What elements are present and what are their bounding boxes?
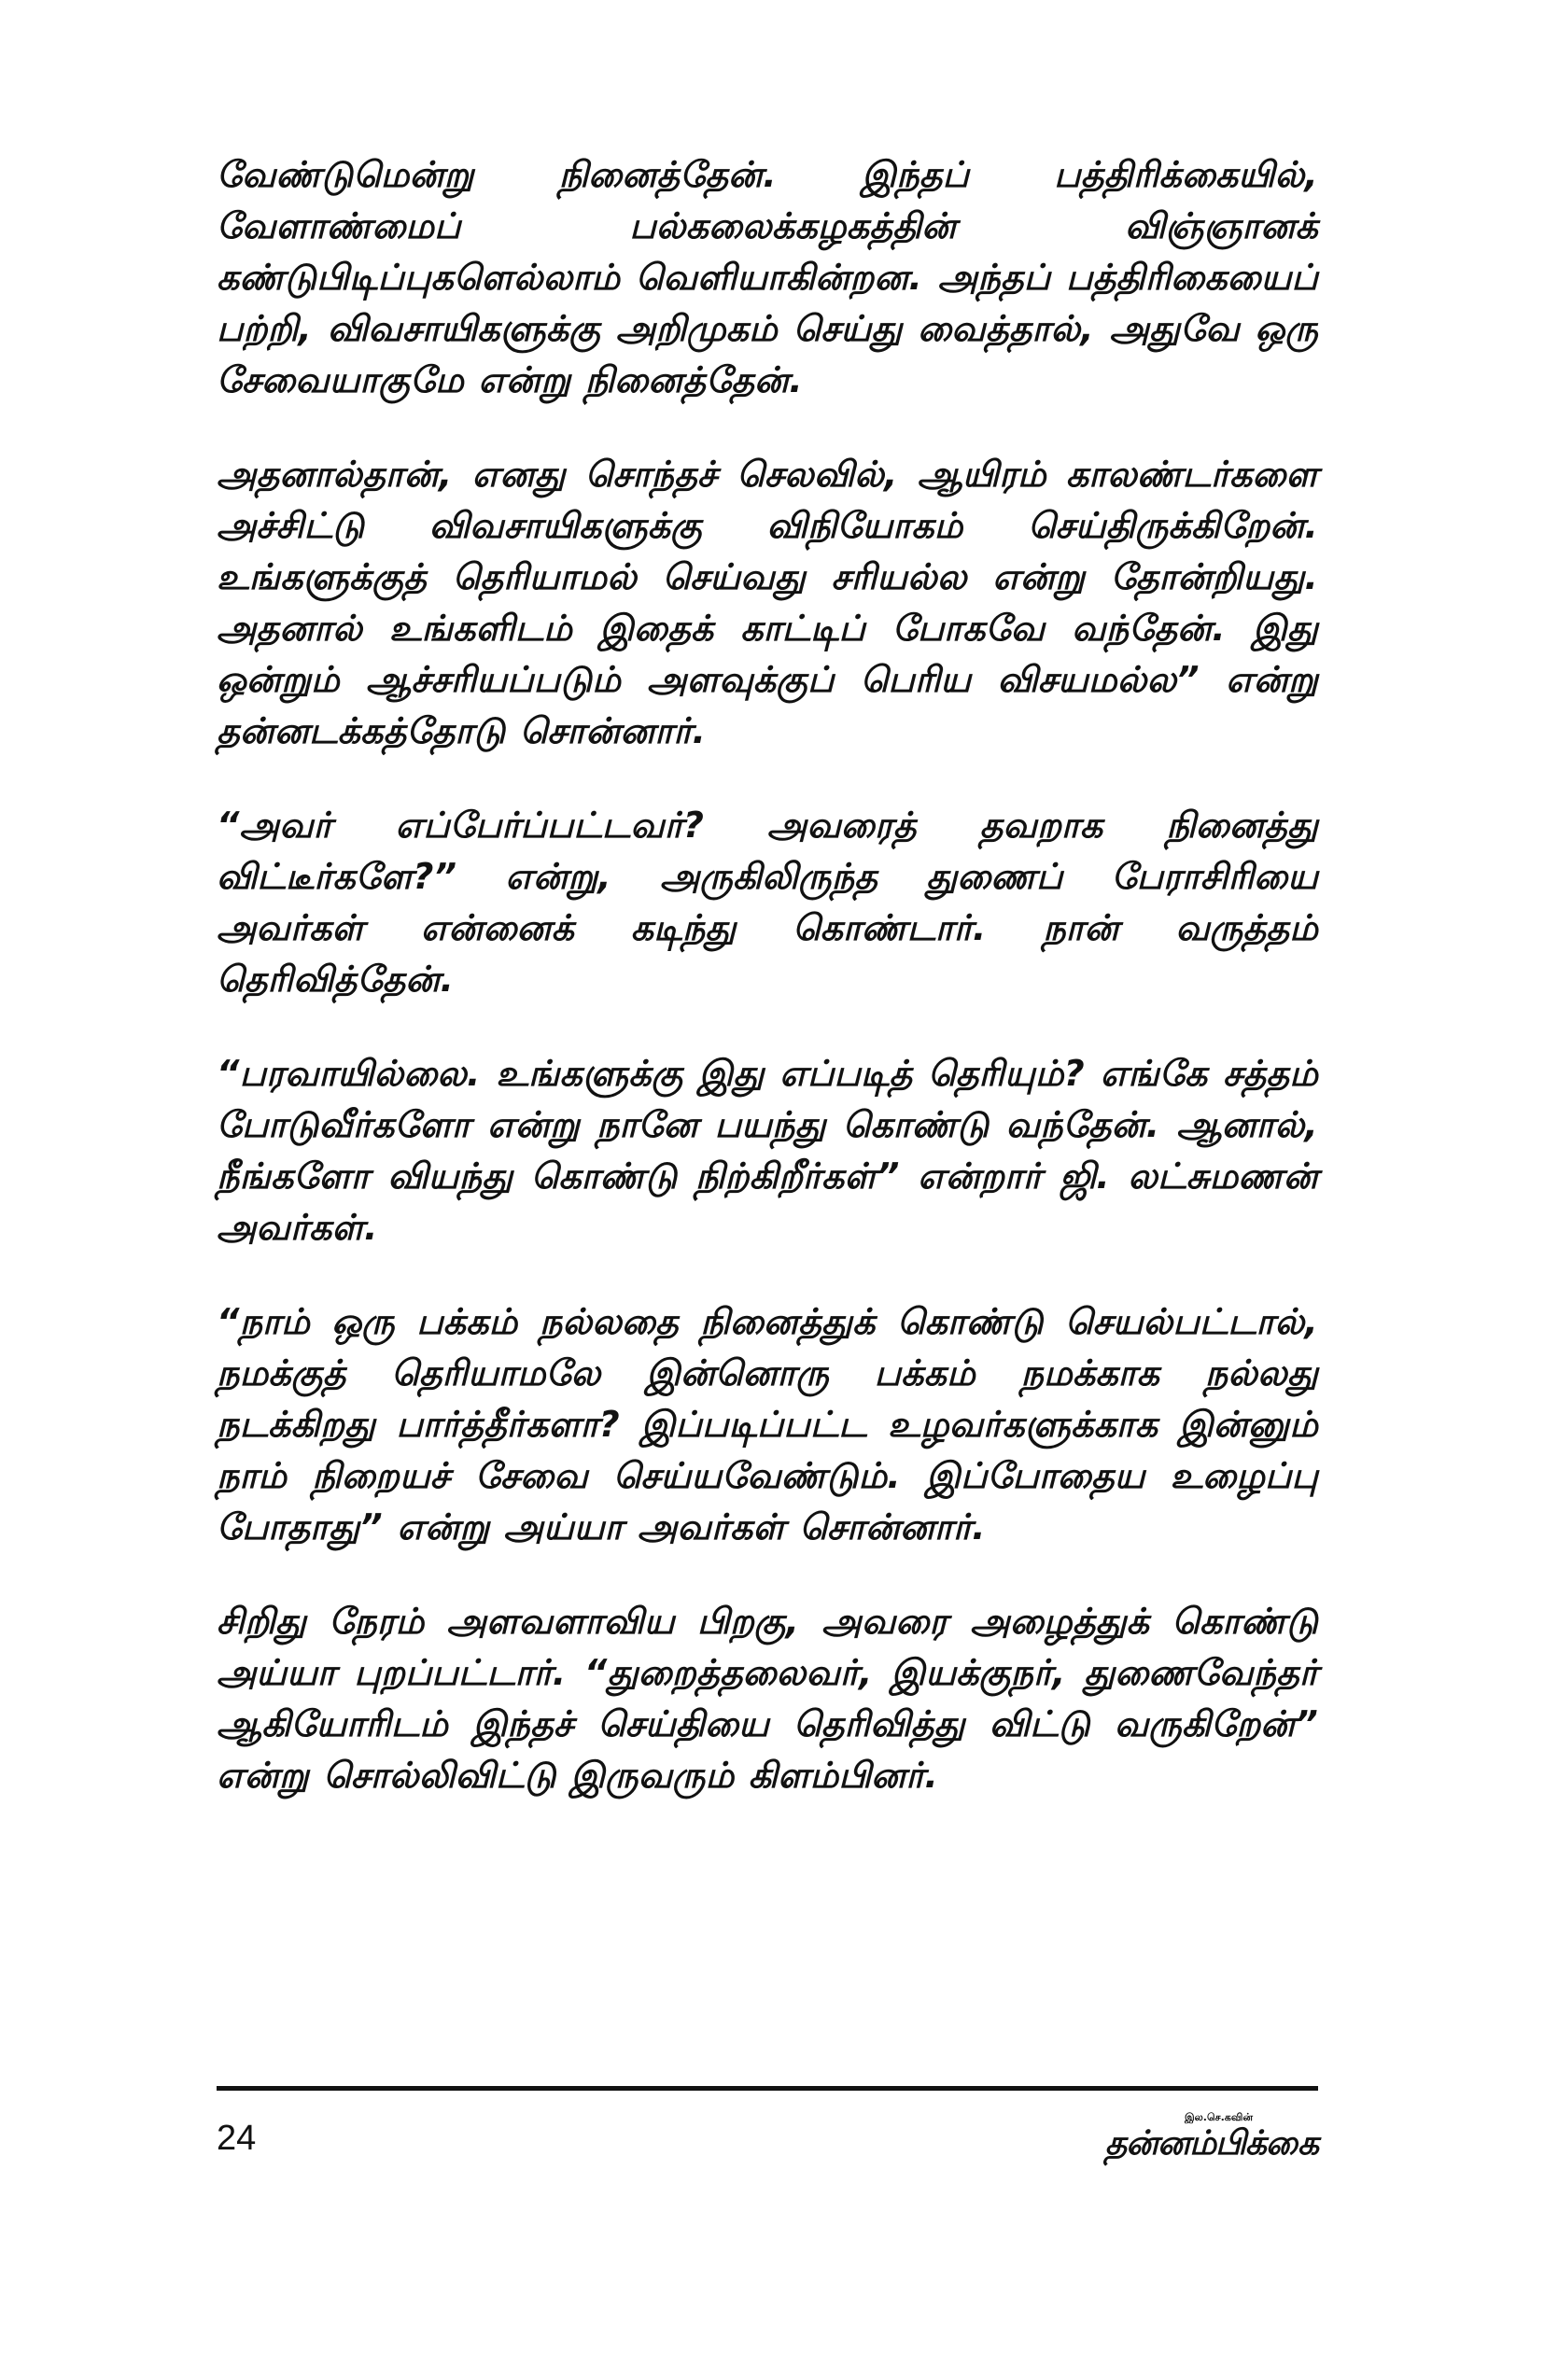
brand-title: தன்னம்பிக்கை (1104, 2124, 1318, 2163)
brand-logo (1097, 2111, 1318, 2167)
paragraph: “பரவாயில்லை. உங்களுக்கு இது எப்படித் தெரியும்? எங்கே சத்தம் போடுவீர்களோ என்று நானே பயந்து கொண்டு வந்தேன். ஆனால், நீங்களோ வியந்து கொண்டு நிற்கிறீர்கள்” என்றார் ஜி. லட்சுமணன் அவர்கள். (217, 1053, 1318, 1248)
brand-author: இல.செ.கவின் (1184, 2111, 1253, 2123)
paragraph: “நாம் ஒரு பக்கம் நல்லதை நினைத்துக் கொண்டு செயல்பட்டால், நமக்குத் தெரியாமலே இன்னொரு பக்கம் நமக்காக நல்லது நடக்கிறது பார்த்தீர்களா? இப்படிப்பட்ட உழவர்களுக்காக இன்னும் நாம் நிறையச் சேவை செய்யவேண்டும். இப்போதைய உழைப்பு போதாது” என்று அய்யா அவர்கள் சொன்னார். (217, 1301, 1318, 1547)
paragraph: சிறிது நேரம் அளவளாவிய பிறகு, அவரை அழைத்துக் கொண்டு அய்யா புறப்பட்டார். “துறைத்தலைவர், இயக்குநர், துணைவேந்தர் ஆகியோரிடம் இந்தச் செய்தியை தெரிவித்து விட்டு வருகிறேன்” என்று சொல்லிவிட்டு இருவரும் கிளம்பினர். (217, 1601, 1318, 1796)
page-number: 24 (217, 2119, 257, 2158)
paragraph: அதனால்தான், எனது சொந்தச் செலவில், ஆயிரம் காலண்டர்களை அச்சிட்டு விவசாயிகளுக்கு விநியோகம் செய்திருக்கிறேன். உங்களுக்குத் தெரியாமல் செய்வது சரியல்ல என்று தோன்றியது. அதனால் உங்களிடம் இதைக் காட்டிப் போகவே வந்தேன். இது ஒன்றும் ஆச்சரியப்படும் அளவுக்குப் பெரிய விசயமல்ல” என்று தன்னடக்கத்தோடு சொன்னார். (217, 454, 1318, 751)
page-body (217, 149, 1318, 1844)
paragraph: வேண்டுமென்று நினைத்தேன். இந்தப் பத்திரிக்கையில், வேளாண்மைப் பல்கலைக்கழகத்தின் விஞ்ஞானக் கண்டுபிடிப்புகளெல்லாம் வெளியாகின்றன. அந்தப் பத்திரிகையைப் பற்றி, விவசாயிகளுக்கு அறிமுகம் செய்து வைத்தால், அதுவே ஒரு சேவையாகுமே என்று நினைத்தேன். (217, 154, 1318, 400)
footer-divider (217, 2086, 1318, 2091)
paragraph: “அவர் எப்பேர்ப்பட்டவர்? அவரைத் தவறாக நினைத்து விட்டீர்களே?” என்று, அருகிலிருந்த துணைப் பேராசிரியை அவர்கள் என்னைக் கடிந்து கொண்டார். நான் வருத்தம் தெரிவித்தேன். (217, 805, 1318, 1000)
